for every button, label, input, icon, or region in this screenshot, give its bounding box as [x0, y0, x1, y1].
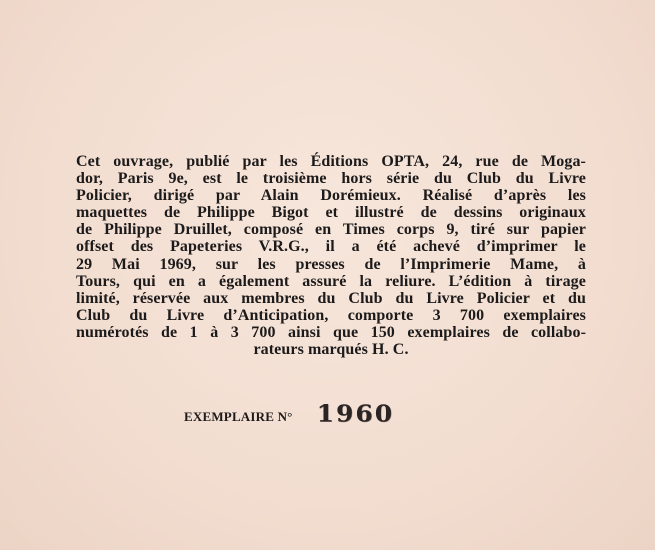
- colophon-line: rateurs marqués H. C.: [253, 341, 409, 359]
- colophon-line: 29 Mai 1969, sur les presses de l’Imprimerie Mame, à: [76, 255, 586, 273]
- exemplaire-stamp: [184, 398, 394, 428]
- colophon-line: numérotés de 1 à 3 700 ainsi que 150 exemplaires de collabo-: [76, 323, 586, 341]
- colophon-line: limité, réservée aux membres du Club du Livre Policier et du: [76, 289, 586, 307]
- exemplaire-number: 1960: [316, 400, 395, 427]
- colophon-line: Club du Livre d’Anticipation, comporte 3 700 exemplaires: [76, 306, 586, 324]
- colophon-line: Tours, qui en a également assuré la reliure. L’édition à tirage: [76, 272, 586, 290]
- exemplaire-label: EXEMPLAIRE N°: [184, 409, 293, 424]
- colophon-text: [76, 153, 586, 358]
- colophon-line: Policier, dirigé par Alain Dorémieux. Réalisé d’après les: [76, 187, 586, 205]
- colophon-line: de Philippe Druillet, composé en Times corps 9, tiré sur papier: [76, 221, 586, 239]
- colophon-line: dor, Paris 9e, est le troisième hors série du Club du Livre: [76, 170, 586, 188]
- colophon-line: offset des Papeteries V.R.G., il a été achevé d’imprimer le: [76, 238, 586, 256]
- colophon-line: maquettes de Philippe Bigot et illustré de dessins originaux: [76, 204, 586, 222]
- colophon-line: Cet ouvrage, publié par les Éditions OPTA, 24, rue de Moga-: [76, 153, 586, 170]
